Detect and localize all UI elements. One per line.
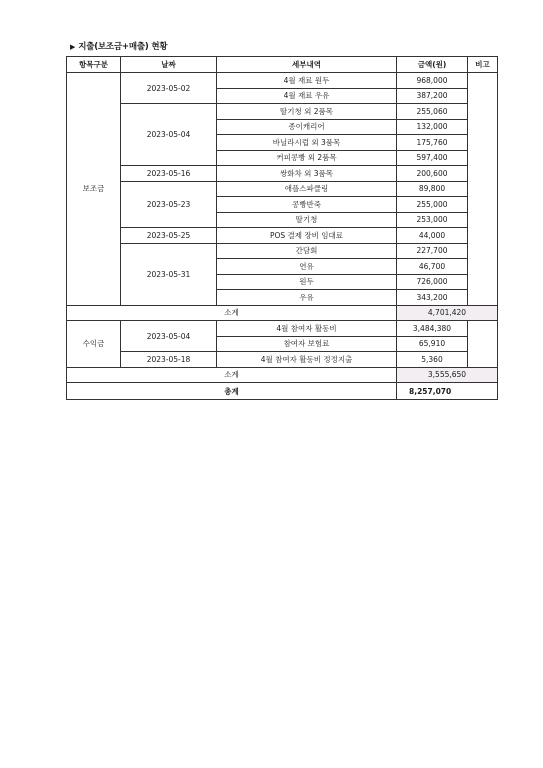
detail-cell: POS 결제 장비 임대료: [217, 228, 397, 244]
triangle-right-icon: ▶: [70, 43, 76, 51]
date-cell: 2023-05-31: [121, 243, 217, 305]
date-cell: 2023-05-23: [121, 181, 217, 228]
header-date: 날짜: [121, 57, 217, 73]
header-amount: 금액(원): [397, 57, 468, 73]
detail-cell: 딸기청 외 2품목: [217, 104, 397, 120]
amount-cell: 227,700: [397, 243, 468, 259]
table-row: [67, 181, 498, 197]
table-row: [67, 352, 498, 368]
subtotal-amount: 3,555,650: [397, 367, 498, 383]
detail-cell: 4월 참여자 활동비 정정지출: [217, 352, 397, 368]
table-row: [67, 104, 498, 120]
date-cell: 2023-05-02: [121, 73, 217, 104]
amount-cell: 253,000: [397, 212, 468, 228]
amount-cell: 968,000: [397, 73, 468, 89]
amount-cell: 200,600: [397, 166, 468, 182]
table-row: [67, 166, 498, 182]
header-category: 항목구분: [67, 57, 121, 73]
section-title: [70, 40, 167, 52]
table-body: [67, 73, 498, 400]
expense-table: [66, 56, 498, 400]
amount-cell: 65,910: [397, 336, 468, 352]
amount-cell: 255,000: [397, 197, 468, 213]
grand-total-row: [67, 383, 498, 400]
date-cell: 2023-05-04: [121, 104, 217, 166]
date-cell: 2023-05-16: [121, 166, 217, 182]
section-title-text: 지출(보조금+매출) 현황: [78, 42, 168, 52]
category-cell: 보조금: [67, 73, 121, 306]
detail-cell: 4월 재료 원두: [217, 73, 397, 89]
detail-cell: 연유: [217, 259, 397, 275]
note-cell: [468, 321, 498, 368]
table-header-row: [67, 57, 498, 73]
subtotal-label: 소계: [67, 367, 397, 383]
table-row: [67, 243, 498, 259]
table-row: [67, 73, 498, 89]
header-detail: 세부내역: [217, 57, 397, 73]
detail-cell: 간담회: [217, 243, 397, 259]
amount-cell: 255,060: [397, 104, 468, 120]
detail-cell: 커피콩빵 외 2품목: [217, 150, 397, 166]
grand-total-amount: 8,257,070: [397, 383, 498, 400]
amount-cell: 44,000: [397, 228, 468, 244]
detail-cell: 4월 참여자 활동비: [217, 321, 397, 337]
amount-cell: 343,200: [397, 290, 468, 306]
amount-cell: 175,760: [397, 135, 468, 151]
amount-cell: 597,400: [397, 150, 468, 166]
detail-cell: 쌍화차 외 3품목: [217, 166, 397, 182]
table-row: [67, 321, 498, 337]
detail-cell: 딸기청: [217, 212, 397, 228]
detail-cell: 우유: [217, 290, 397, 306]
note-cell: [468, 73, 498, 306]
subtotal-label: 소계: [67, 305, 397, 321]
detail-cell: 종이캐리어: [217, 119, 397, 135]
date-cell: 2023-05-18: [121, 352, 217, 368]
detail-cell: 참여자 보험료: [217, 336, 397, 352]
table-row: [67, 228, 498, 244]
subtotal-row: [67, 305, 498, 321]
grand-total-label: 총계: [67, 383, 397, 400]
subtotal-row: [67, 367, 498, 383]
date-cell: 2023-05-25: [121, 228, 217, 244]
detail-cell: 바닐라시럽 외 3품목: [217, 135, 397, 151]
amount-cell: 132,000: [397, 119, 468, 135]
amount-cell: 387,200: [397, 88, 468, 104]
detail-cell: 콩빵반죽: [217, 197, 397, 213]
subtotal-amount: 4,701,420: [397, 305, 498, 321]
date-cell: 2023-05-04: [121, 321, 217, 352]
amount-cell: 89,800: [397, 181, 468, 197]
detail-cell: 원두: [217, 274, 397, 290]
amount-cell: 46,700: [397, 259, 468, 275]
category-cell: 수익금: [67, 321, 121, 368]
header-note: 비고: [468, 57, 498, 73]
amount-cell: 726,000: [397, 274, 468, 290]
amount-cell: 3,484,380: [397, 321, 468, 337]
detail-cell: 애플스파클링: [217, 181, 397, 197]
amount-cell: 5,360: [397, 352, 468, 368]
detail-cell: 4월 재료 우유: [217, 88, 397, 104]
